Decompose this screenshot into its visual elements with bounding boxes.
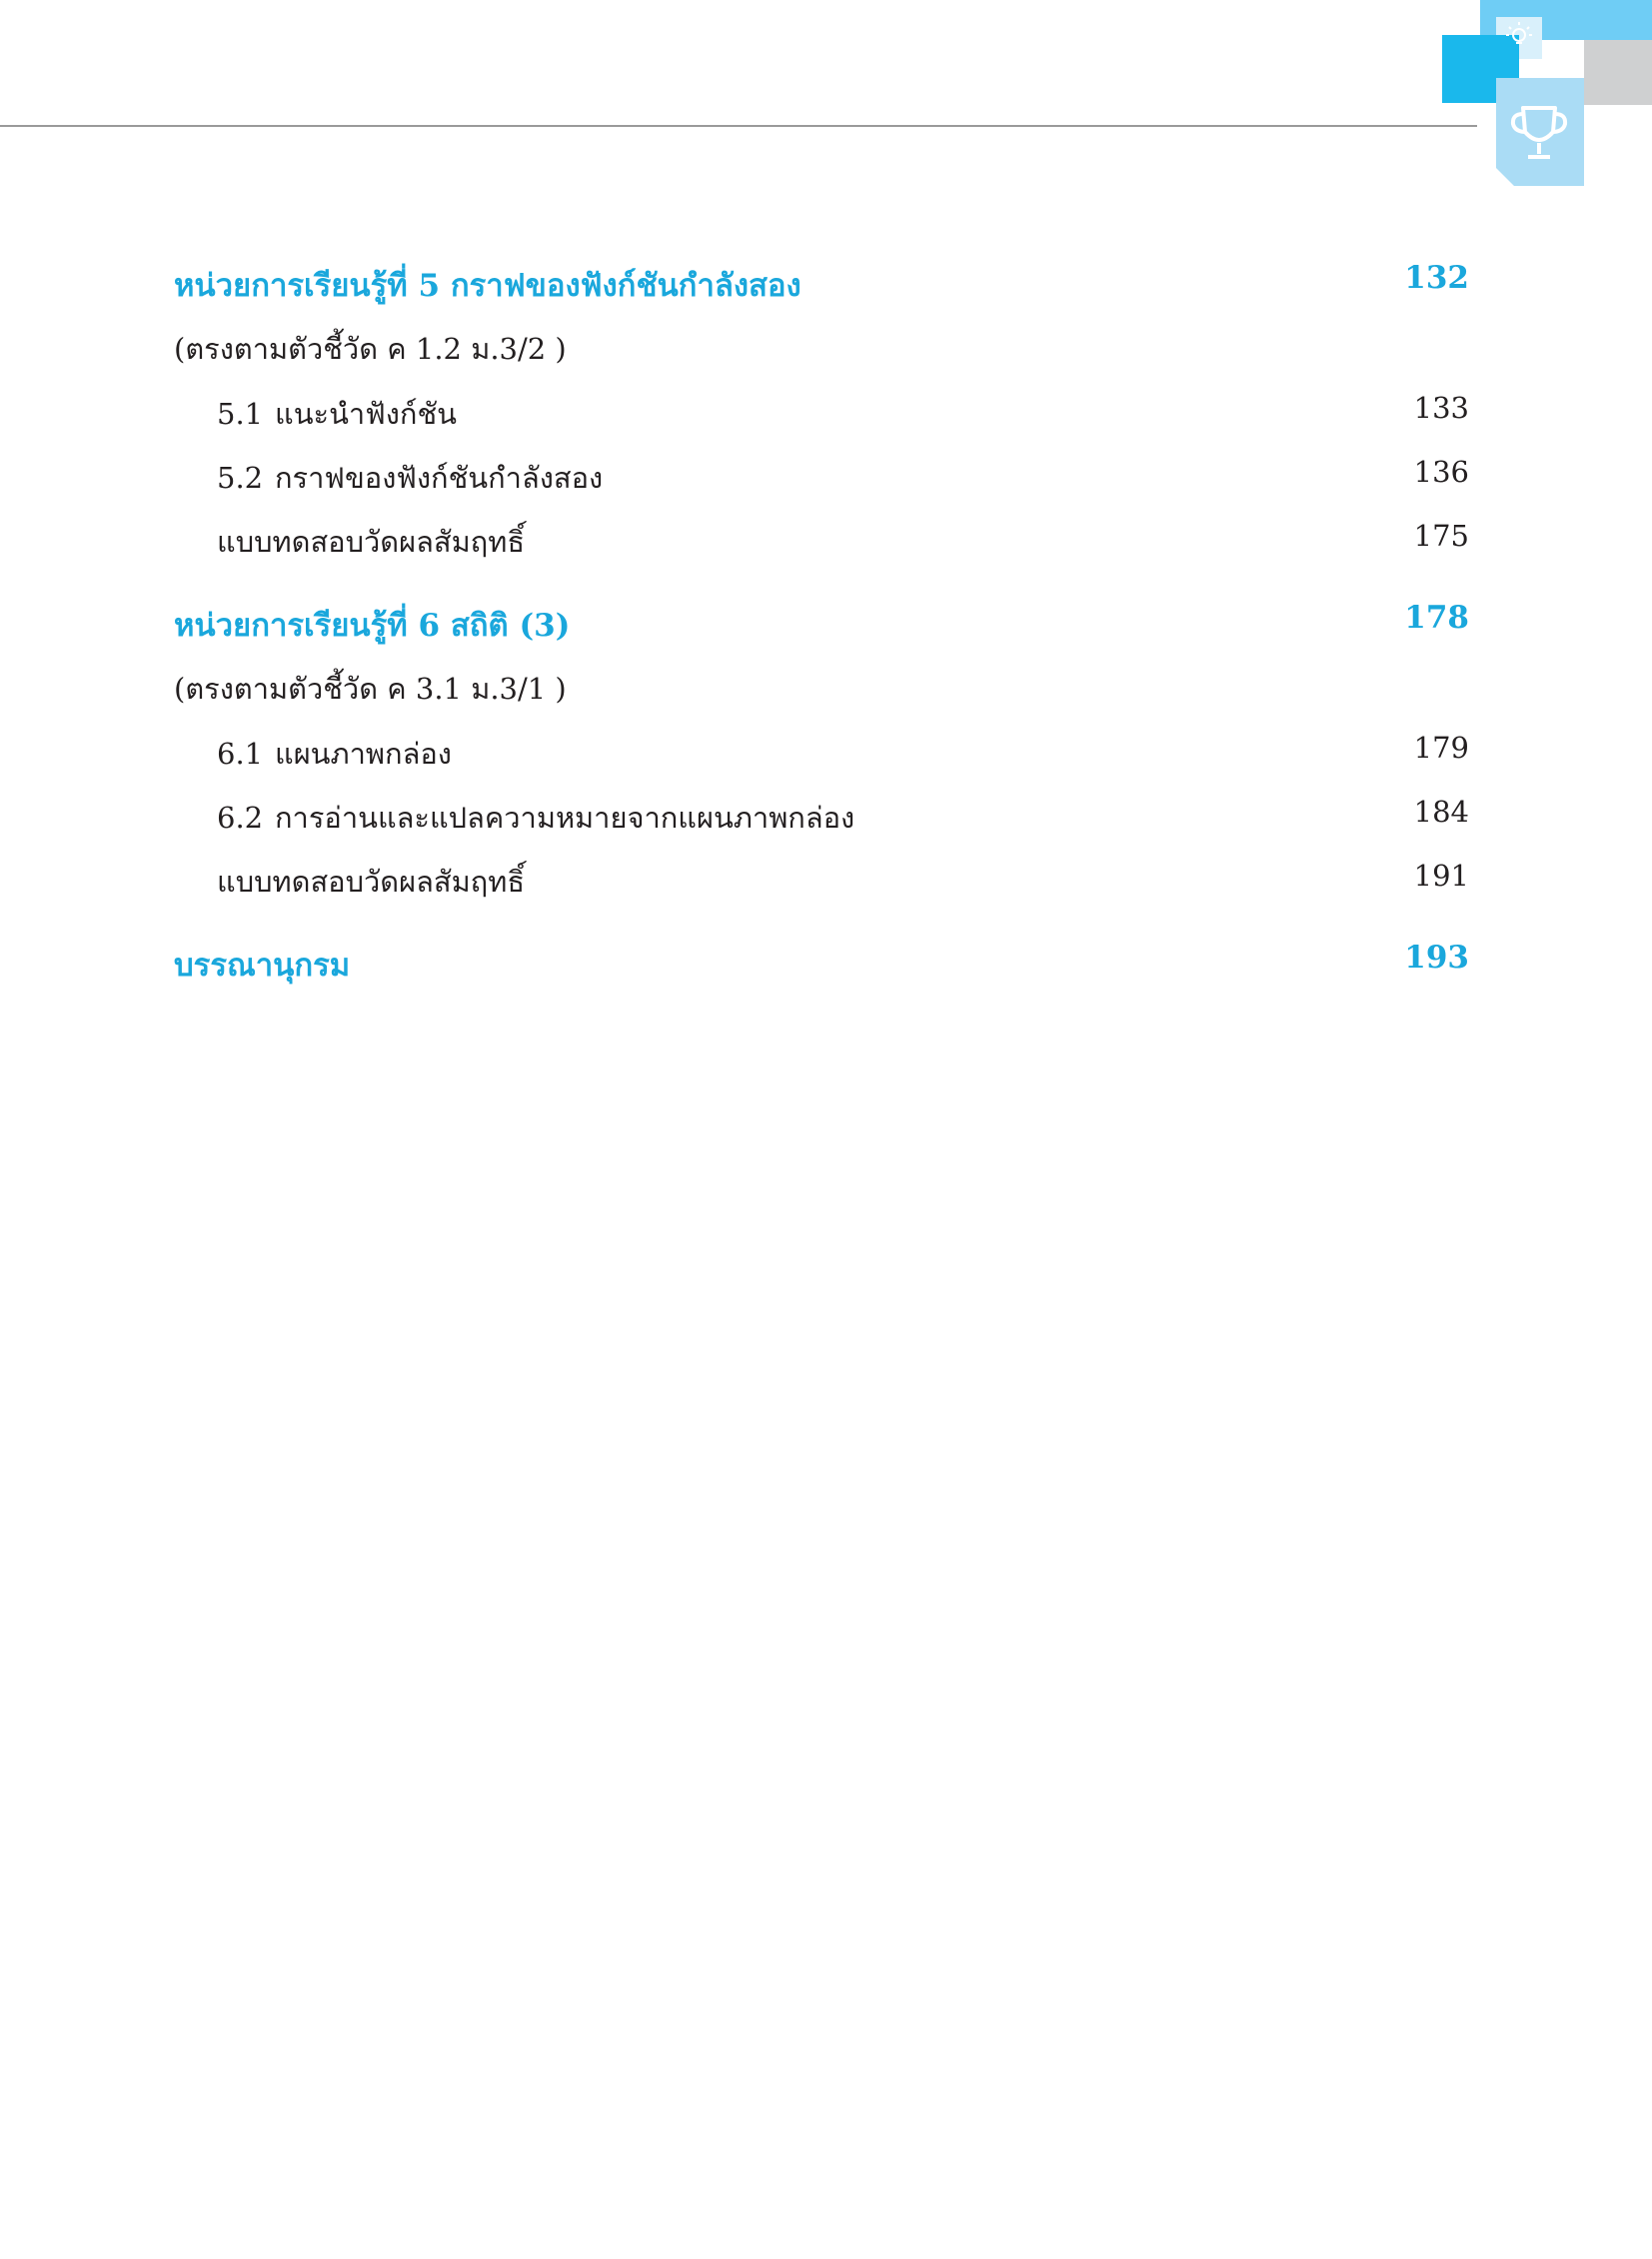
test-page: 191 <box>1413 859 1469 893</box>
toc-lesson-5-2[interactable] <box>174 455 1469 511</box>
toc-lesson-5-1[interactable] <box>174 391 1469 447</box>
test-title: แบบทดสอบวัดผลสัมฤทธิ์ <box>217 865 526 899</box>
unit-5-indicator-row <box>174 326 1469 382</box>
lesson-page: 133 <box>1413 391 1469 425</box>
lesson-label <box>217 391 457 437</box>
unit-5-indicator: (ตรงตามตัวชี้วัด ค 1.2 ม.3/2 ) <box>174 332 567 366</box>
test-page: 175 <box>1413 519 1469 553</box>
lesson-title: แผนภาพกล่อง <box>275 737 452 771</box>
lesson-label <box>217 795 854 841</box>
test-title: แบบทดสอบวัดผลสัมฤทธิ์ <box>217 525 526 559</box>
lesson-page: 179 <box>1413 731 1469 765</box>
toc-lesson-6-1[interactable] <box>174 731 1469 787</box>
unit-6-title: หน่วยการเรียนรู้ที่ 6 สถิติ (3) <box>174 608 571 644</box>
toc-unit-5[interactable] <box>174 260 1469 316</box>
toc-lesson-6-2[interactable] <box>174 795 1469 851</box>
unit-6-indicator-row <box>174 666 1469 722</box>
lesson-page: 184 <box>1413 795 1469 829</box>
corner-decoration <box>1434 0 1652 186</box>
lesson-label <box>217 731 452 777</box>
unit-6-page: 178 <box>1404 600 1469 636</box>
lesson-label <box>217 455 603 501</box>
lesson-number: 5.1 <box>217 397 264 431</box>
lesson-title: กราฟของฟังก์ชันกำลังสอง <box>275 461 604 495</box>
lesson-title: การอ่านและแปลความหมายจากแผนภาพกล่อง <box>275 801 855 835</box>
unit-6-indicator: (ตรงตามตัวชี้วัด ค 3.1 ม.3/1 ) <box>174 672 567 706</box>
toc-unit-6-test[interactable] <box>174 859 1469 915</box>
bibliography-page: 193 <box>1404 940 1469 976</box>
header-rule <box>0 125 1477 127</box>
toc-unit-5-test[interactable] <box>174 519 1469 575</box>
lesson-page: 136 <box>1413 455 1469 489</box>
lesson-number: 6.2 <box>217 801 264 835</box>
unit-5-title: หน่วยการเรียนรู้ที่ 5 กราฟของฟังก์ชันกำลังสอง <box>174 268 802 304</box>
lesson-number: 6.1 <box>217 737 264 771</box>
lesson-number: 5.2 <box>217 461 264 495</box>
toc-unit-6[interactable] <box>174 600 1469 656</box>
unit-5-page: 132 <box>1404 260 1469 296</box>
toc-bibliography[interactable] <box>174 940 1469 996</box>
bibliography-title: บรรณานุกรม <box>174 948 351 984</box>
lesson-title: แนะนำฟังก์ชัน <box>275 397 457 431</box>
